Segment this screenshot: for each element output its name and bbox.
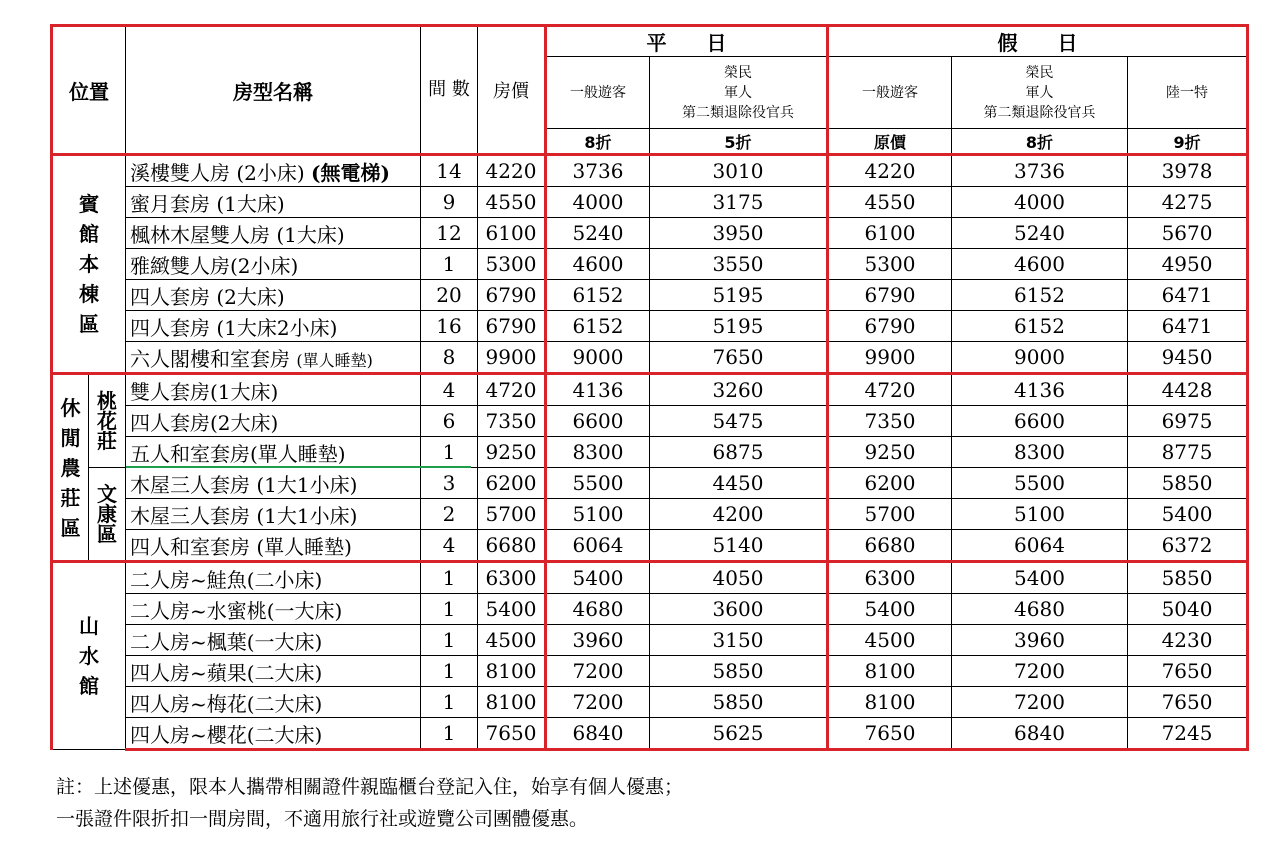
holiday-veteran-price: 4000 [952, 187, 1128, 218]
weekday-veteran-price: 4450 [650, 468, 828, 499]
room-name-text: 四人房~櫻花(二大床) [130, 722, 323, 747]
holiday-veteran-price: 6152 [952, 280, 1128, 311]
room-price: 4220 [478, 155, 546, 187]
room-name [126, 155, 421, 187]
room-name-text: 雙人套房(1大床) [130, 379, 279, 404]
room-name [126, 562, 421, 594]
room-price: 6300 [478, 562, 546, 594]
room-name-text: 雅緻雙人房(2小床) [130, 253, 299, 278]
table-row [52, 656, 1248, 687]
holiday-general-price: 6680 [828, 530, 952, 562]
table-row [52, 406, 1248, 437]
holiday-general-price: 6300 [828, 562, 952, 594]
room-count: 3 [421, 468, 478, 499]
room-count: 1 [421, 687, 478, 718]
room-name-text: 木屋三人套房 (1大1小床) [130, 503, 358, 528]
holiday-veteran-header [952, 57, 1128, 129]
weekday-veteran-price: 3550 [650, 249, 828, 280]
discount-weekday-veteran: 5折 [650, 129, 828, 155]
room-name [126, 687, 421, 718]
weekday-veteran-price: 5475 [650, 406, 828, 437]
holiday-army-price: 4428 [1128, 374, 1248, 406]
room-name [126, 718, 421, 750]
weekday-general-price: 4136 [546, 374, 650, 406]
weekday-veteran-price: 5850 [650, 656, 828, 687]
holiday-army-price: 4275 [1128, 187, 1248, 218]
table-row [52, 187, 1248, 218]
room-name-text: 木屋三人套房 (1大1小床) [130, 472, 358, 497]
room-count: 4 [421, 530, 478, 562]
room-name [126, 280, 421, 311]
holiday-veteran-price: 3960 [952, 625, 1128, 656]
room-count: 14 [421, 155, 478, 187]
weekday-general-price: 3736 [546, 155, 650, 187]
holiday-general-price: 8100 [828, 687, 952, 718]
table-row [52, 374, 1248, 406]
room-name [126, 342, 421, 374]
holiday-veteran-price: 7200 [952, 656, 1128, 687]
holiday-veteran-price: 4136 [952, 374, 1128, 406]
room-name [126, 499, 421, 530]
room-name [126, 374, 421, 406]
weekday-general-price: 5400 [546, 562, 650, 594]
table-row [52, 625, 1248, 656]
room-name-text: 二人房~楓葉(一大床) [130, 629, 323, 654]
room-name-text: 溪樓雙人房 (2小床) [130, 160, 312, 185]
holiday-army-price: 3978 [1128, 155, 1248, 187]
room-rate-table [50, 24, 1249, 751]
weekday-veteran-price: 4200 [650, 499, 828, 530]
room-price: 5400 [478, 594, 546, 625]
room-price: 4500 [478, 625, 546, 656]
holiday-veteran-price: 5240 [952, 218, 1128, 249]
room-price: 6100 [478, 218, 546, 249]
room-name-text: 楓林木屋雙人房 (1大床) [130, 222, 345, 247]
room-price: 4720 [478, 374, 546, 406]
holiday-army-price: 5400 [1128, 499, 1248, 530]
weekday-veteran-price: 6875 [650, 437, 828, 468]
room-count: 20 [421, 280, 478, 311]
room-name-text: 五人和室套房(單人睡墊) [130, 441, 346, 466]
room-price: 9900 [478, 342, 546, 374]
weekday-veteran-price: 3010 [650, 155, 828, 187]
room-name-text: 二人房~水蜜桃(一大床) [130, 598, 343, 623]
price-header: 房價 [478, 26, 546, 155]
holiday-veteran-price: 6064 [952, 530, 1128, 562]
table-row [52, 687, 1248, 718]
room-name [126, 656, 421, 687]
room-name [126, 406, 421, 437]
weekday-general-price: 6840 [546, 718, 650, 750]
weekday-general-price: 7200 [546, 687, 650, 718]
holiday-veteran-price: 8300 [952, 437, 1128, 468]
count-header: 間 數 [421, 26, 478, 155]
room-name [126, 187, 421, 218]
section-shanshui-hall: 山 水 館 [52, 562, 126, 750]
weekday-general-price: 6152 [546, 311, 650, 342]
holiday-veteran-price: 9000 [952, 342, 1128, 374]
holiday-general-price: 9900 [828, 342, 952, 374]
room-price: 7650 [478, 718, 546, 750]
room-price: 6680 [478, 530, 546, 562]
room-count: 2 [421, 499, 478, 530]
weekday-veteran-price: 4050 [650, 562, 828, 594]
holiday-army-price: 6975 [1128, 406, 1248, 437]
weekday-veteran-price: 5140 [650, 530, 828, 562]
holiday-veteran-price: 6840 [952, 718, 1128, 750]
veteran-label-1: 榮民 [1025, 64, 1054, 81]
subsection-wenkang: 文 康 區 [89, 468, 126, 562]
table-row [52, 218, 1248, 249]
footnote-line-1: 註：上述優惠，限本人攜帶相關證件親臨櫃台登記入住，始享有個人優惠； [56, 776, 684, 798]
room-count: 4 [421, 374, 478, 406]
holiday-general-price: 7650 [828, 718, 952, 750]
weekday-general-price: 4680 [546, 594, 650, 625]
holiday-army-price: 7650 [1128, 656, 1248, 687]
holiday-army-price: 5850 [1128, 562, 1248, 594]
room-name [126, 625, 421, 656]
room-price: 9250 [478, 437, 546, 468]
room-name-note: (單人睡墊) [296, 350, 373, 370]
holiday-army-price: 6471 [1128, 280, 1248, 311]
location-header: 位置 [52, 26, 126, 155]
holiday-general-price: 5700 [828, 499, 952, 530]
holiday-general-price: 6200 [828, 468, 952, 499]
table-row [52, 499, 1248, 530]
holiday-army-price: 6471 [1128, 311, 1248, 342]
table-row [52, 280, 1248, 311]
room-name [126, 437, 421, 468]
room-name-text: 四人套房 (2大床) [130, 284, 285, 309]
weekday-veteran-price: 7650 [650, 342, 828, 374]
holiday-general-price: 6100 [828, 218, 952, 249]
room-name [126, 218, 421, 249]
holiday-general-price: 4220 [828, 155, 952, 187]
holiday-general-price: 6790 [828, 311, 952, 342]
room-price: 6200 [478, 468, 546, 499]
table-row [52, 342, 1248, 374]
discount-holiday-army: 9折 [1128, 129, 1248, 155]
holiday-veteran-price: 4600 [952, 249, 1128, 280]
room-name [126, 311, 421, 342]
room-name-text: 蜜月套房 (1大床) [130, 191, 285, 216]
weekday-veteran-price: 5850 [650, 687, 828, 718]
room-count: 1 [421, 625, 478, 656]
room-price: 7350 [478, 406, 546, 437]
discount-holiday-general: 原價 [828, 129, 952, 155]
weekday-general-price: 6152 [546, 280, 650, 311]
room-name-text: 四人房~梅花(二大床) [130, 691, 323, 716]
holiday-general-header: 一般遊客 [828, 57, 952, 129]
room-price: 8100 [478, 656, 546, 687]
weekday-general-price: 6064 [546, 530, 650, 562]
room-name-text: 四人套房(2大床) [130, 410, 279, 435]
room-price: 4550 [478, 187, 546, 218]
holiday-veteran-price: 5500 [952, 468, 1128, 499]
holiday-general-price: 5300 [828, 249, 952, 280]
weekday-general-price: 5100 [546, 499, 650, 530]
room-count: 8 [421, 342, 478, 374]
room-price: 6790 [478, 280, 546, 311]
room-name-bold: (無電梯) [311, 160, 390, 185]
army-special-header: 陸一特 [1128, 57, 1248, 129]
holiday-general-price: 7350 [828, 406, 952, 437]
weekday-veteran-price: 3150 [650, 625, 828, 656]
weekday-veteran-header [650, 57, 828, 129]
holiday-army-price: 7650 [1128, 687, 1248, 718]
room-count: 1 [421, 656, 478, 687]
room-name-text: 四人房~蘋果(二大床) [130, 660, 323, 685]
holiday-army-price: 4230 [1128, 625, 1248, 656]
holiday-army-price: 5670 [1128, 218, 1248, 249]
holiday-veteran-price: 6600 [952, 406, 1128, 437]
subsection-peach-blossom: 桃 花 莊 [89, 374, 126, 468]
room-name-text: 二人房~鮭魚(二小床) [130, 567, 323, 592]
holiday-general-price: 5400 [828, 594, 952, 625]
weekday-general-price: 5240 [546, 218, 650, 249]
table-row [52, 562, 1248, 594]
weekday-general-price: 3960 [546, 625, 650, 656]
holiday-general-price: 9250 [828, 437, 952, 468]
room-name [126, 249, 421, 280]
room-count: 1 [421, 249, 478, 280]
room-name-text: 四人和室套房 (單人睡墊) [130, 534, 352, 559]
room-price: 5300 [478, 249, 546, 280]
table-row [52, 594, 1248, 625]
table-row [52, 530, 1248, 562]
weekday-general-price: 4000 [546, 187, 650, 218]
holiday-army-price: 4950 [1128, 249, 1248, 280]
discount-holiday-veteran: 8折 [952, 129, 1128, 155]
veteran-label-3: 第二類退除役官兵 [682, 104, 794, 121]
holiday-veteran-price: 3736 [952, 155, 1128, 187]
holiday-army-price: 5850 [1128, 468, 1248, 499]
room-count: 16 [421, 311, 478, 342]
room-price: 5700 [478, 499, 546, 530]
holiday-veteran-price: 6152 [952, 311, 1128, 342]
weekday-general-header: 一般遊客 [546, 57, 650, 129]
weekday-header: 平 日 [546, 26, 828, 57]
holiday-veteran-price: 5400 [952, 562, 1128, 594]
holiday-army-price: 8775 [1128, 437, 1248, 468]
weekday-general-price: 7200 [546, 656, 650, 687]
weekday-general-price: 6600 [546, 406, 650, 437]
weekday-veteran-price: 5195 [650, 311, 828, 342]
room-name-text: 六人閣樓和室套房 [130, 346, 297, 371]
room-count: 1 [421, 437, 478, 468]
green-underline [126, 466, 471, 468]
weekday-general-price: 9000 [546, 342, 650, 374]
holiday-army-price: 9450 [1128, 342, 1248, 374]
weekday-general-price: 4600 [546, 249, 650, 280]
veteran-label-2: 軍人 [724, 84, 752, 101]
room-count: 6 [421, 406, 478, 437]
table-row [52, 718, 1248, 750]
room-count: 1 [421, 718, 478, 750]
holiday-army-price: 6372 [1128, 530, 1248, 562]
weekday-veteran-price: 3175 [650, 187, 828, 218]
room-name [126, 594, 421, 625]
weekday-veteran-price: 3260 [650, 374, 828, 406]
room-name-text: 四人套房 (1大床2小床) [130, 315, 338, 340]
weekday-veteran-price: 3600 [650, 594, 828, 625]
room-count: 1 [421, 594, 478, 625]
holiday-header: 假 日 [828, 26, 1248, 57]
footnote-line-2: 一張證件限折扣一間房間，不適用旅行社或遊覽公司團體優惠。 [56, 808, 589, 830]
holiday-general-price: 4500 [828, 625, 952, 656]
holiday-general-price: 4720 [828, 374, 952, 406]
veteran-label-2: 軍人 [1025, 84, 1054, 101]
holiday-army-price: 7245 [1128, 718, 1248, 750]
weekday-veteran-price: 5195 [650, 280, 828, 311]
weekday-veteran-price: 5625 [650, 718, 828, 750]
holiday-general-price: 8100 [828, 656, 952, 687]
table-row [52, 311, 1248, 342]
holiday-general-price: 6790 [828, 280, 952, 311]
discount-weekday-general: 8折 [546, 129, 650, 155]
weekday-general-price: 5500 [546, 468, 650, 499]
holiday-veteran-price: 7200 [952, 687, 1128, 718]
weekday-general-price: 8300 [546, 437, 650, 468]
holiday-general-price: 4550 [828, 187, 952, 218]
weekday-veteran-price: 3950 [650, 218, 828, 249]
room-price: 6790 [478, 311, 546, 342]
room-count: 1 [421, 562, 478, 594]
table-row [52, 437, 1248, 468]
room-name [126, 468, 421, 499]
table-row [52, 155, 1248, 187]
holiday-veteran-price: 4680 [952, 594, 1128, 625]
veteran-label-3: 第二類退除役官兵 [983, 104, 1096, 121]
section-main-building: 賓 館 本 棟 區 [52, 155, 126, 374]
room-name [126, 530, 421, 562]
room-count: 12 [421, 218, 478, 249]
room-type-header: 房型名稱 [126, 26, 421, 155]
table-row [52, 249, 1248, 280]
holiday-army-price: 5040 [1128, 594, 1248, 625]
room-count: 9 [421, 187, 478, 218]
section-farm: 休 閒 農 莊 區 [52, 374, 89, 562]
room-price: 8100 [478, 687, 546, 718]
veteran-label-1: 榮民 [724, 64, 752, 81]
holiday-veteran-price: 5100 [952, 499, 1128, 530]
table-row [52, 468, 1248, 499]
